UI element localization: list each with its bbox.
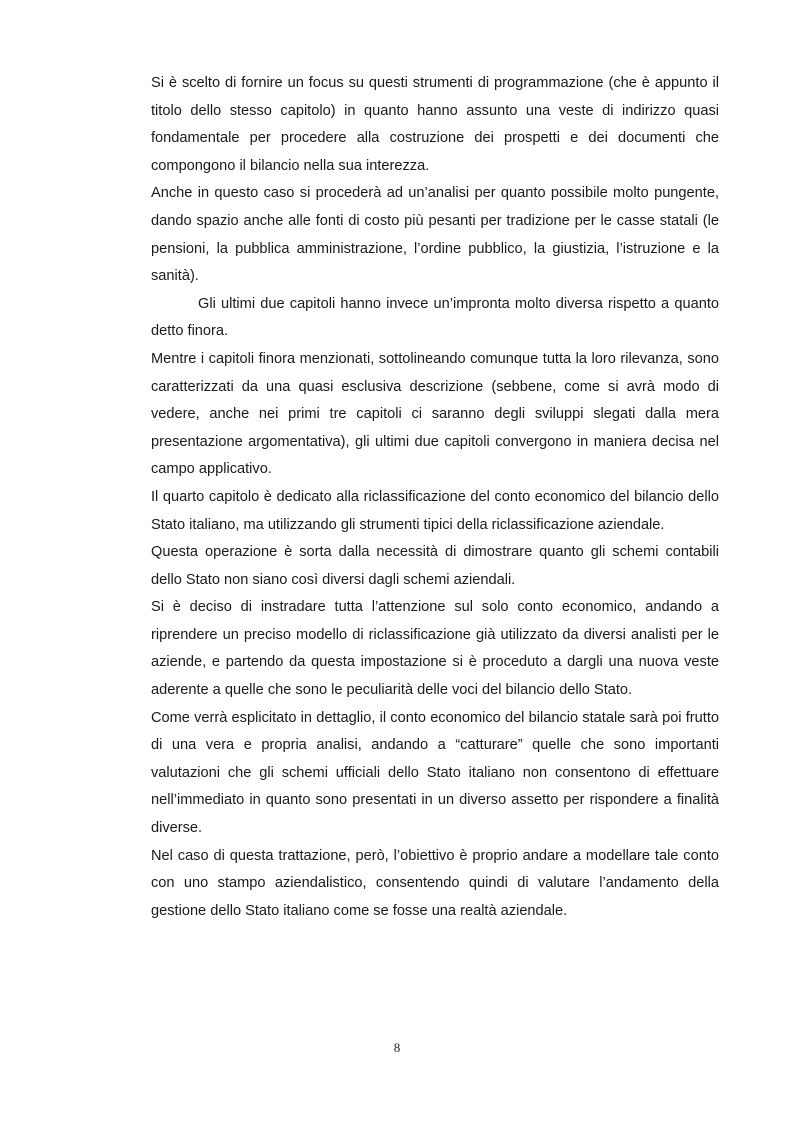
paragraph-7: Si è deciso di instradare tutta l’attenzione sul solo conto economico, andando a riprendere un preciso modello di riclassificazione già utilizzato da diversi analisti per le aziende, e partendo da questa impostazione si è proceduto a dargli una nuova veste aderente a quelle che sono le peculiarità delle voci del bilancio dello Stato. [151, 599, 719, 699]
paragraph-5: Il quarto capitolo è dedicato alla riclassificazione del conto economico del bilancio dello Stato italiano, ma utilizzando gli strumenti tipici della riclassificazione aziendale. [151, 488, 719, 533]
body-text [151, 70, 719, 925]
paragraph-8: Come verrà esplicitato in dettaglio, il conto economico del bilancio statale sarà poi frutto di una vera e propria analisi, andando a “catturare” quelle che sono importanti valutazioni che gli schemi ufficiali dello Stato italiano non consentono di effettuare nell’immediato in quanto sono presentati in un diverso assetto per rispondere a finalità diverse. [151, 709, 719, 837]
paragraph-4: Mentre i capitoli finora menzionati, sottolineando comunque tutta la loro rilevanza, sono caratterizzati da una quasi esclusiva descrizione (sebbene, come si avrà modo di vedere, anche nei primi tre capitoli ci saranno degli sviluppi slegati dalla mera presentazione argomentativa), gli ultimi due capitoli convergono in maniera decisa nel campo applicativo. [151, 350, 719, 478]
page-number: 8 [393, 1040, 401, 1055]
paragraph-9: Nel caso di questa trattazione, però, l’obiettivo è proprio andare a modellare tale conto con uno stampo aziendalistico, consentendo quindi di valutare l’andamento della gestione dello Stato italiano come se fosse una realtà aziendale. [151, 847, 719, 919]
paragraph-3: Gli ultimi due capitoli hanno invece un’impronta molto diversa rispetto a quanto detto finora. [151, 295, 719, 340]
paragraph-6: Questa operazione è sorta dalla necessità di dimostrare quanto gli schemi contabili dello Stato non siano così diversi dagli schemi aziendali. [151, 544, 719, 588]
paragraph-2: Anche in questo caso si procederà ad un’analisi per quanto possibile molto pungente, dando spazio anche alle fonti di costo più pesanti per tradizione per le casse statali (le pensioni, la pubblica amministrazione, l’ordine pubblico, la giustizia, l’istruzione e la sanità). [151, 185, 719, 285]
paragraph-1: Si è scelto di fornire un focus su questi strumenti di programmazione (che è appunto il titolo dello stesso capitolo) in quanto hanno assunto una veste di indirizzo quasi fondamentale per procedere alla costruzione dei prospetti e dei documenti che compongono il bilancio nella sua interezza. [151, 75, 719, 174]
